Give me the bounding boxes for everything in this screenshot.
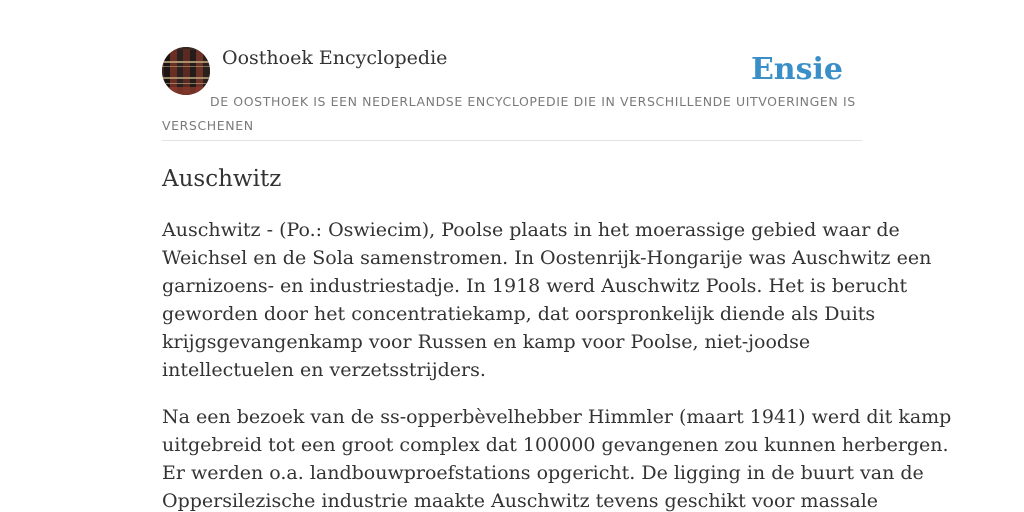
paragraph-line: geworden door het concentratiekamp, dat oorspronkelijk diende als Duits — [162, 303, 876, 325]
ensie-logo-link[interactable]: Ensie — [750, 52, 843, 87]
article-paragraph — [162, 403, 952, 512]
site-name[interactable]: Oosthoek Encyclopedie — [222, 47, 448, 69]
paragraph-line: Oppersilezische industrie maakte Auschwitz tevens geschikt voor massale — [162, 490, 879, 512]
paragraph-line: garnizoens- en industriestadje. In 1918 werd Auschwitz Pools. Het is berucht — [162, 275, 908, 297]
paragraph-line: Er werden o.a. landbouwproefstations opgericht. De ligging in de buurt van de — [162, 462, 924, 484]
site-header — [162, 46, 862, 141]
paragraph-line: Weichsel en de Sola samenstromen. In Oostenrijk-Hongarije was Auschwitz een — [162, 247, 932, 269]
site-avatar[interactable] — [162, 47, 210, 95]
paragraph-line: Auschwitz - (Po.: Oswiecim), Poolse plaats in het moerassige gebied waar de — [162, 219, 900, 241]
paragraph-line: uitgebreid tot een groot complex dat 100000 gevangenen zou kunnen herbergen. — [162, 434, 949, 456]
paragraph-line: intellectuelen en verzetsstrijders. — [162, 359, 486, 381]
article-title: Auschwitz — [162, 166, 282, 192]
encyclopedia-books-icon — [162, 47, 210, 95]
paragraph-line: Na een bezoek van de ss-opperbèvelhebber Himmler (maart 1941) werd dit kamp — [162, 406, 952, 428]
article-paragraph — [162, 216, 932, 384]
article-content — [162, 162, 952, 512]
site-tagline: DE OOSTHOEK IS EEN NEDERLANDSE ENCYCLOPEDIE DIE IN VERSCHILLENDE UITVOERINGEN IS VERSCHENEN — [162, 94, 856, 133]
paragraph-line: krijgsgevangenkamp voor Russen en kamp voor Poolse, niet-joodse — [162, 331, 811, 353]
